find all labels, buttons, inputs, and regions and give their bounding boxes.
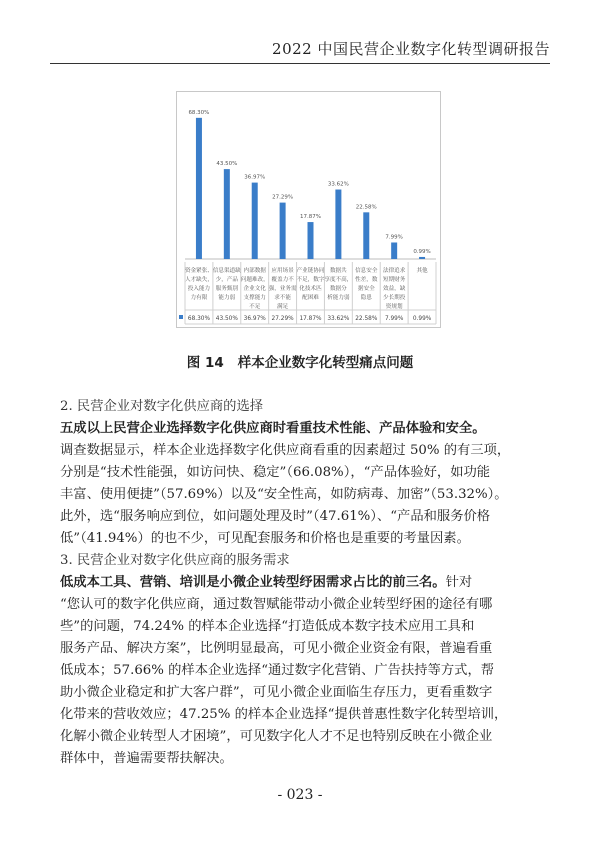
category-label: 应用场景	[271, 268, 294, 274]
section-heading: 3. 民营企业对数字化供应商的服务需求	[60, 553, 290, 568]
section-3-body	[60, 572, 540, 770]
data-label: 22.58%	[355, 204, 377, 211]
category-label: 信息渠道缺	[212, 268, 241, 274]
table-value: 7.99%	[384, 316, 404, 322]
text-run: 针对	[445, 575, 473, 590]
table-value: 43.50%	[215, 316, 238, 322]
legend-swatch	[179, 315, 183, 319]
category-label: 资金紧张、	[184, 268, 213, 274]
category-label: 支撑能力	[243, 295, 266, 301]
category-label: 化技术匹	[299, 286, 322, 292]
text-run: 群体中，普遍需要帮扶解决。	[60, 751, 233, 766]
table-value: 33.62%	[327, 316, 350, 322]
category-label: 满足	[277, 304, 289, 310]
category-label: 不足，数字	[296, 277, 325, 283]
category-label: 不足	[249, 304, 261, 310]
bar	[363, 212, 369, 259]
bar	[391, 242, 397, 259]
category-label: 隐患	[360, 295, 372, 301]
bar	[419, 257, 425, 259]
category-label: 强，业务需	[268, 286, 297, 292]
text-line	[60, 660, 540, 682]
figure-caption	[0, 351, 600, 371]
category-label: 其他	[416, 268, 428, 274]
data-label: 43.50%	[216, 161, 238, 168]
data-label: 17.87%	[300, 214, 321, 221]
figure-number: 图 14	[186, 355, 224, 371]
data-label: 68.30%	[188, 109, 210, 116]
text-run: 此外，选“服务响应到位，如问题处理及时”（47.61%）、“产品和服务价格	[60, 509, 491, 524]
data-label: 7.99%	[385, 234, 403, 241]
data-label: 36.97%	[244, 174, 266, 181]
bar	[252, 183, 258, 259]
figure-title: 样本企业数字化转型痛点问题	[237, 355, 414, 371]
bar	[308, 222, 314, 259]
text-run: 调查数据显示，样本企业选择数字化供应商看重的因素超过 50% 的有三项，	[60, 443, 511, 458]
category-label: 少长期投	[382, 295, 406, 301]
text-line	[60, 528, 540, 550]
category-label: 产业链协同	[296, 268, 325, 274]
category-label: 服务甄别	[215, 286, 239, 292]
text-run: 服务产品、解决方案”，比例明显最高，可见小微企业资金有限，普遍看重	[60, 641, 493, 656]
text-run: 低”（41.94%）的也不少，可见配套服务和价格也是重要的考量因素。	[60, 531, 470, 546]
table-value: 36.97%	[243, 316, 266, 322]
chart-svg	[177, 92, 440, 327]
section-2-body	[60, 418, 540, 550]
section-2	[60, 396, 540, 550]
category-label: 问题难改，	[240, 277, 269, 283]
category-label: 配困难	[302, 295, 319, 301]
text-run: 化带来的营收效应；47.25% 的样本企业选择“提供普惠性数字化转型培训，	[60, 707, 508, 722]
section-heading: 2. 民营企业对数字化供应商的选择	[60, 399, 264, 414]
text-line	[60, 638, 540, 660]
category-label: 覆盖力不	[271, 277, 294, 283]
text-line	[60, 462, 540, 484]
page-header: 2022 中国民营企业数字化转型调研报告	[272, 40, 550, 58]
category-label: 性差，数	[355, 277, 378, 283]
category-label: 短期财务	[382, 277, 406, 283]
category-label: 少，产品	[215, 277, 239, 283]
text-line	[60, 726, 540, 748]
data-label: 33.62%	[327, 181, 349, 188]
bold-lead: 五成以上民营企业选择数字化供应商时看重技术性能、产品体验和安全。	[60, 421, 486, 436]
table-value: 27.29%	[271, 316, 294, 322]
bar	[335, 190, 341, 259]
bar	[196, 118, 202, 259]
bold-lead: 低成本工具、营销、培训是小微企业转型纾困需求占比的前三名。	[60, 575, 446, 590]
text-line	[60, 682, 540, 704]
data-label: 0.99%	[413, 248, 431, 255]
category-label: 内部数据	[243, 268, 266, 274]
category-label: 企业文化	[243, 286, 266, 292]
text-run: 丰富、使用便捷”（57.69%）以及“安全性高，如防病毒、加密”（53.32%）。	[60, 487, 508, 502]
category-label: 能力弱	[218, 295, 236, 301]
category-label: 效益，缺	[382, 286, 406, 292]
bar	[224, 169, 230, 259]
bar-chart	[176, 91, 441, 328]
category-label: 数据共	[329, 268, 347, 274]
page-number: - 023 -	[277, 787, 323, 803]
text-line	[60, 748, 540, 770]
text-line	[60, 440, 540, 462]
text-line	[60, 572, 540, 594]
text-run: 助小微企业稳定和扩大客户群”，可见小微企业面临生存压力，更看重数字	[60, 685, 493, 700]
category-label: 数据分	[329, 286, 347, 292]
text-line	[60, 506, 540, 528]
text-line	[60, 418, 540, 440]
category-label: 投入能力	[187, 286, 211, 292]
category-label: 信息安全	[355, 268, 378, 274]
data-label: 27.29%	[272, 194, 294, 201]
text-run: “您认可的数字化供应商，通过数智赋能带动小微企业转型纾困的途径有哪	[60, 597, 493, 612]
text-line	[60, 594, 540, 616]
table-value: 0.99%	[412, 316, 432, 322]
bar	[280, 203, 286, 259]
category-label: 据安全	[357, 286, 375, 292]
category-label: 力有限	[190, 295, 208, 301]
category-label: 析能力弱	[327, 295, 350, 301]
header-rule	[50, 63, 550, 64]
text-run: 低成本；57.66% 的样本企业选择“通过数字化营销、广告扶持等方式，帮	[60, 663, 495, 678]
section-3	[60, 550, 540, 770]
text-line	[60, 616, 540, 638]
category-label: 求不能	[274, 295, 292, 301]
table-value: 22.58%	[355, 316, 378, 322]
text-run: 化解小微企业转型人才困境”，可见数字化人才不足也特别反映在小微企业	[60, 729, 493, 744]
text-run: 分别是“技术性能强，如访问快、稳定”（66.08%），“产品体验好，如功能	[60, 465, 491, 480]
text-line	[60, 704, 540, 726]
category-label: 享度不高，	[324, 277, 353, 283]
category-label: 人才缺失，	[184, 277, 213, 283]
table-value: 17.87%	[299, 316, 322, 322]
text-run: 些”的问题，74.24% 的样本企业选择“打造低成本数字技术应用工具和	[60, 619, 475, 634]
table-value: 68.30%	[187, 316, 210, 322]
category-label: 法律追求	[382, 268, 406, 274]
text-line	[60, 484, 540, 506]
category-label: 资规划	[385, 304, 403, 310]
